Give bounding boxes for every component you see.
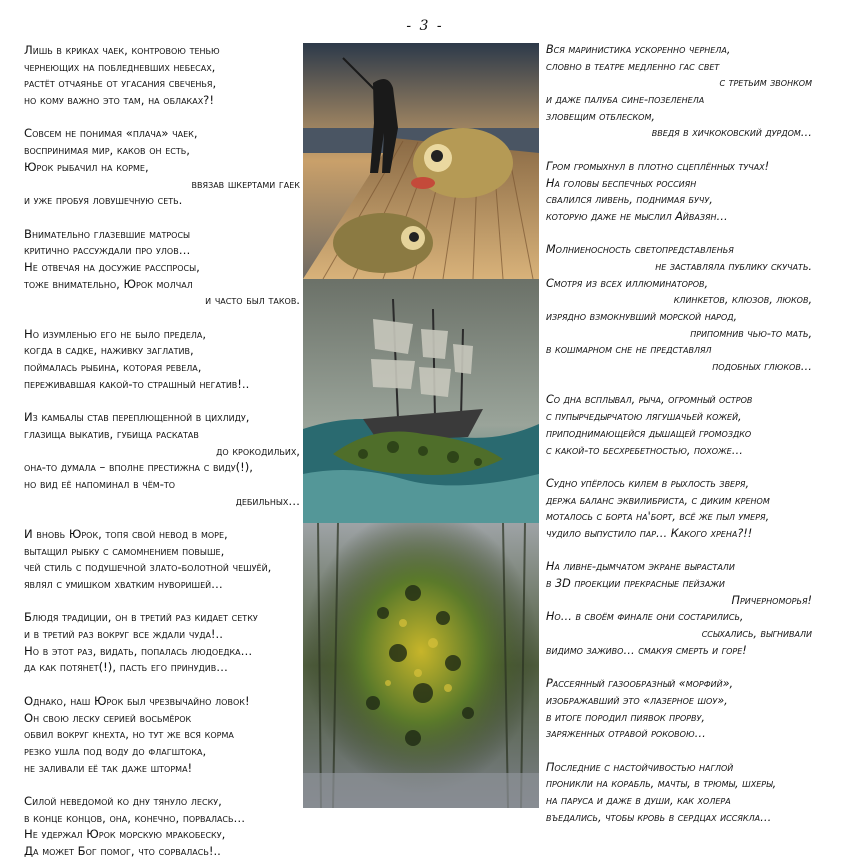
poem-line: ссыхались, выгнивали	[701, 627, 812, 641]
poem-line: Юрок рыбачил на корме,	[24, 159, 149, 174]
poem-line	[24, 109, 300, 126]
poem-line: но кому важно это там, на облаках?!	[24, 93, 214, 108]
poem-line: видимо заживо… смакуя смерть и горе!	[546, 643, 747, 657]
poem-line: клинкетов, клюзов, люков,	[673, 293, 812, 307]
poem-line: вытащил рыбку с самомнением повыше,	[24, 543, 225, 558]
poem-line: въедались, чтобы кровь в сердцах иссякла…	[546, 810, 772, 824]
poem-line: Блюдя традиции, он в третий раз кидает сетку	[24, 610, 258, 625]
poem-line: припомнив чью-то мать,	[690, 326, 812, 340]
poem-right-column	[546, 42, 812, 826]
poem-line: и уже пробуя ловушечную сеть.	[24, 193, 183, 208]
poem-line: И вновь Юрок, топя свой невод в море,	[24, 526, 228, 541]
poem-line: проникли на корабль, мачты, в трюмы, шхеры,	[546, 777, 777, 791]
illustration-ship-storm	[303, 279, 539, 523]
poem-line: поймалась рыбина, которая ревела,	[24, 360, 202, 375]
poem-line	[24, 776, 300, 793]
poem-line: когда в садке, наживку заглатив,	[24, 343, 194, 358]
poem-line: с третьим звонком	[719, 76, 812, 90]
poem-line	[24, 593, 300, 610]
poem-line: да как потянет(!), пасть его принудив…	[24, 660, 228, 675]
poem-line: Внимательно глазевшие матросы	[24, 226, 191, 241]
poem-line: зловещим отблеском,	[546, 109, 655, 123]
poem-line	[24, 309, 300, 326]
poem-line: Лишь в криках чаек, контровою тенью	[24, 43, 220, 57]
poem-line: Вся маринистика ускоренно чернела,	[546, 43, 731, 56]
poem-line: приподнимающейся дышащей громоздко	[546, 426, 752, 440]
poem-line: Из камбалы став переплющенной в цихлиду,	[24, 410, 250, 425]
poem-line: не заставляла публику скучать.	[655, 259, 812, 273]
poem-line: Со дна всплывал, рыча, огромный остров	[546, 393, 753, 407]
poem-line: подобных глюков…	[712, 360, 812, 374]
poem-line: Не удержал Юрок морскую мракобеску,	[24, 827, 226, 842]
poem-line	[546, 142, 812, 159]
poem-line	[546, 226, 812, 243]
poem-line	[24, 392, 300, 409]
poem-line: Гром громыхнул в плотно сцеплённых тучах!	[546, 159, 770, 173]
poem-line: Да может Бог помог, что сорвалась!..	[24, 844, 221, 858]
poem-line: Но изумленью его не было предела,	[24, 326, 207, 341]
poem-line: чудило выпустило пар… Какого хрена?!!	[546, 526, 753, 540]
poem-line: переживавшая какой-то страшный негатив!..	[24, 376, 250, 391]
poem-line: в кошмарном сне не представлял	[546, 343, 712, 357]
poem-line: растёт отчаянье от угасания свеченья,	[24, 76, 217, 91]
poem-line	[546, 743, 812, 760]
poem-line: являл с умишком хватким нуворишей…	[24, 577, 223, 591]
poem-line: дебильных…	[235, 493, 300, 508]
page-number: - 3 -	[406, 18, 444, 34]
poem-line: Рассеянный газообразный «морфий»,	[546, 677, 734, 691]
poem-line: критично рассуждали про улов…	[24, 243, 191, 258]
poem-line: ввязав шкертами гаек	[191, 176, 300, 191]
poem-line: и даже палуба сине-позеленела	[546, 93, 705, 107]
poem-line: изрядно взмокнувший морской народ,	[546, 310, 738, 323]
poem-line	[546, 543, 812, 560]
poem-line	[546, 459, 812, 476]
poem-line: в итоге породил пиявок прорву,	[546, 710, 705, 724]
poem-line: воспринимая мир, каков он есть,	[24, 143, 190, 158]
poem-line: моталось с борта на'борт, всё же пыл умеря,	[546, 510, 770, 524]
poem-line: обвил вокруг кнехта, но тут же вся корма	[24, 727, 234, 742]
poem-line: изображавший это «лазерное шоу»,	[546, 693, 728, 707]
poem-line: На головы беспечных россиян	[546, 176, 697, 190]
poem-line	[546, 659, 812, 676]
poem-line: и часто был таков.	[205, 293, 300, 308]
poem-line: в конце концов, она, конечно, порвалась…	[24, 810, 246, 825]
poem-line: и в третий раз вокруг все ждали чуда!..	[24, 627, 223, 642]
poem-line: Не отвечая на досужие расспросы,	[24, 259, 200, 274]
poem-line: Причерноморья!	[731, 593, 812, 607]
poem-line: Силой неведомой ко дну тянуло леску,	[24, 793, 222, 808]
poem-line: чей стиль с подушечной злато-болотной чешуёй,	[24, 560, 272, 575]
poem-line: Молниеносность светопредставленья	[546, 243, 734, 257]
poem-line: словно в театре медленно гас свет	[546, 59, 720, 73]
poem-line: на паруса и даже в души, как холера	[546, 793, 731, 807]
poem-line: не заливали её так даже шторма!	[24, 760, 193, 775]
poem-line	[546, 376, 812, 393]
poem-line: держа баланс эквилибриста, с диким креном	[546, 493, 770, 507]
poem-line: до крокодильих,	[216, 443, 300, 458]
poem-line: чернеющих на побледневших небесах,	[24, 59, 216, 74]
poem-line: которую даже не мыслил Айвазян…	[546, 209, 728, 223]
illustration-fisherman-deck	[303, 43, 539, 279]
poem-line	[24, 676, 300, 693]
illustration-decaying-landscape	[303, 523, 539, 808]
poem-line: Он свою леску серией восьмёрок	[24, 710, 192, 725]
poem-line: Последние с настойчивостью наглой	[546, 760, 734, 774]
poem-line	[24, 509, 300, 526]
poem-line: Судно упёрлось килем в рыхлость зверя,	[546, 476, 750, 490]
poem-line: Но… в своём финале они состарились,	[546, 610, 744, 624]
poem-line: введя в хичкоковский дурдом…	[651, 126, 812, 140]
poem-line: тоже внимательно, Юрок молчал	[24, 276, 193, 291]
poem-line: глазища выкатив, губища раскатав	[24, 426, 199, 441]
poem-line: но вид её напоминал в чём-то	[24, 476, 176, 491]
poem-line: Но в этот раз, видать, попалась людоедка…	[24, 643, 253, 658]
poem-line: резко ушла под воду до флагштока,	[24, 743, 207, 758]
poem-line: свалился ливень, поднимая бучу,	[546, 193, 713, 207]
poem-line: в 3D проекции прекрасные пейзажи	[546, 577, 725, 590]
poem-line: она-то думала – вполне престижна с виду(!),	[24, 460, 253, 475]
poem-line: На ливне-дымчатом экране вырастали	[546, 560, 735, 574]
poem-line: с какой-то бесхребетностью, похоже…	[546, 443, 743, 457]
poem-line: заряженных отравой роковою…	[546, 727, 706, 741]
poem-line: с пупырчедырчатою лягушачьей кожей,	[546, 410, 742, 424]
poem-line: Однако, наш Юрок был чрезвычайно ловок!	[24, 693, 250, 708]
poem-left-column	[24, 42, 300, 860]
poem-line: Совсем не понимая «плача» чаек,	[24, 126, 198, 141]
poem-line: Смотря из всех иллюминаторов,	[546, 276, 709, 290]
poem-line	[24, 209, 300, 226]
